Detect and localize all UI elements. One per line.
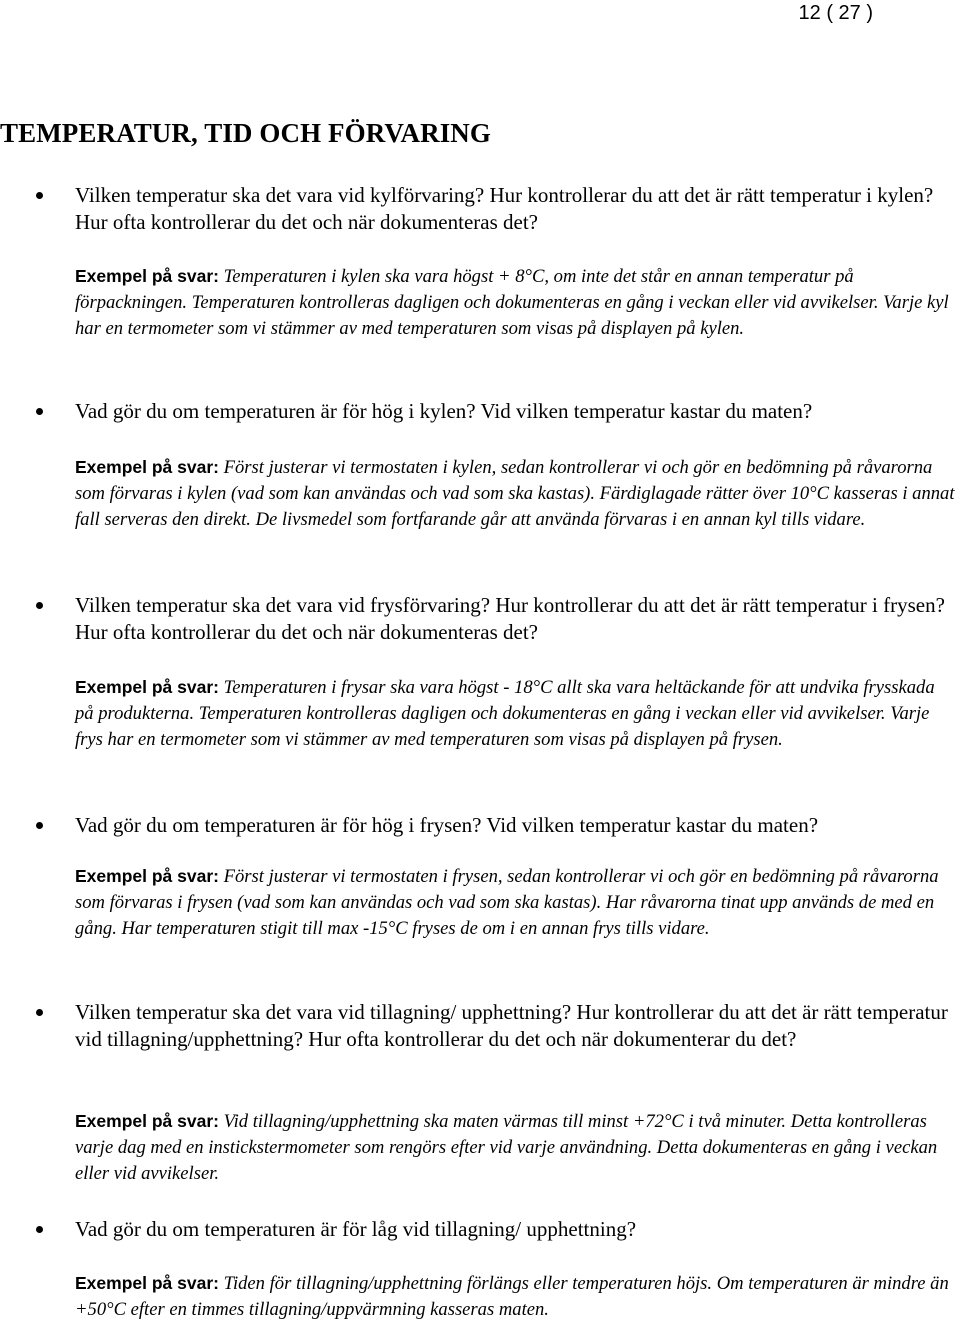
question-3: Vilken temperatur ska det vara vid frysförvaring? Hur kontrollerar du att det är rätt temperatur i frysen? Hur ofta kontrollerar du det och när dokumenteras det? [75,593,945,644]
bullet-icon [36,1226,43,1233]
answer-text: Först justerar vi termostaten i kylen, sedan kontrollerar vi och gör en bedömning på råvarorna som förvaras i kylen (vad som kan användas och vad som ska kastas). Färdiglagade rätter över 10°C kasseras i annat fall serveras den direkt. De livsmedel som fortfarande går att använda förvaras i en annan kyl tills vidare. [75,457,955,531]
question-6: Vad gör du om temperaturen är för låg vid tillagning/ upphettning? [75,1217,637,1241]
page-number: 12 ( 27 ) [798,2,873,24]
question-5: Vilken temperatur ska det vara vid tillagning/ upphettning? Hur kontrollerar du att det är rätt temperatur vid tillagning/upphettning? Hur ofta kontrollerar du det och när dokumenterar du det? [75,1000,948,1051]
answer-text: Temperaturen i kylen ska vara högst + 8°C, om inte det står en annan temperatur på förpackningen. Temperaturen kontrolleras dagligen och dokumenteras en gång i veckan eller vid avvikelser. Varje kyl har en termometer som vi stämmer av med temperaturen som visas på displayen på kylen. [75,266,949,340]
answer-2 [75,454,956,534]
section-heading: TEMPERATUR, TID OCH FÖRVARING [0,118,491,148]
answer-5 [75,1108,956,1188]
answer-text: Vid tillagning/upphettning ska maten värmas till minst +72°C i två minuter. Detta kontrolleras varje dag med en instickstermometer som rengörs efter vid varje användning. Detta dokumenteras en gång i veckan eller vid avvikelser. [75,1111,938,1185]
answer-6 [75,1270,956,1323]
bullet-icon [36,1009,43,1016]
answer-label: Exempel på svar: [75,1273,219,1293]
answer-label: Exempel på svar: [75,266,219,286]
answer-label: Exempel på svar: [75,457,219,477]
answer-text: Temperaturen i frysar ska vara högst - 18°C allt ska vara heltäckande för att undvika frysskada på produkterna. Temperaturen kontrolleras dagligen och dokumenteras en gång i veckan eller vid avvikelser. Varje frys har en termometer som vi stämmer av med temperaturen som visas på displayen på frysen. [75,677,935,751]
question-2: Vad gör du om temperaturen är för hög i kylen? Vid vilken temperatur kastar du maten? [75,399,813,423]
bullet-icon [36,602,43,609]
answer-label: Exempel på svar: [75,866,219,886]
answer-text: Tiden för tillagning/upphettning förlängs eller temperaturen höjs. Om temperaturen är mindre än +50°C efter en timmes tillagning/uppvärmning kasseras maten. [75,1273,949,1321]
question-4: Vad gör du om temperaturen är för hög i frysen? Vid vilken temperatur kastar du maten? [75,813,819,837]
bullet-icon [36,408,43,415]
bullet-icon [36,822,43,829]
answer-text: Först justerar vi termostaten i frysen, sedan kontrollerar vi och gör en bedömning på råvarorna som förvaras i frysen (vad som kan användas och vad som ska kastas). Har råvarorna tinat upp används de med en gång. Har temperaturen stigit till max -15°C fryses de om i en annan frys tills vidare. [75,866,939,940]
bullet-icon [36,192,43,199]
answer-1 [75,263,956,343]
answer-label: Exempel på svar: [75,677,219,697]
answer-4 [75,863,956,943]
answer-3 [75,674,956,754]
answer-label: Exempel på svar: [75,1111,219,1131]
question-1: Vilken temperatur ska det vara vid kylförvaring? Hur kontrollerar du att det är rätt temperatur i kylen? Hur ofta kontrollerar du det och när dokumenteras det? [75,183,934,234]
